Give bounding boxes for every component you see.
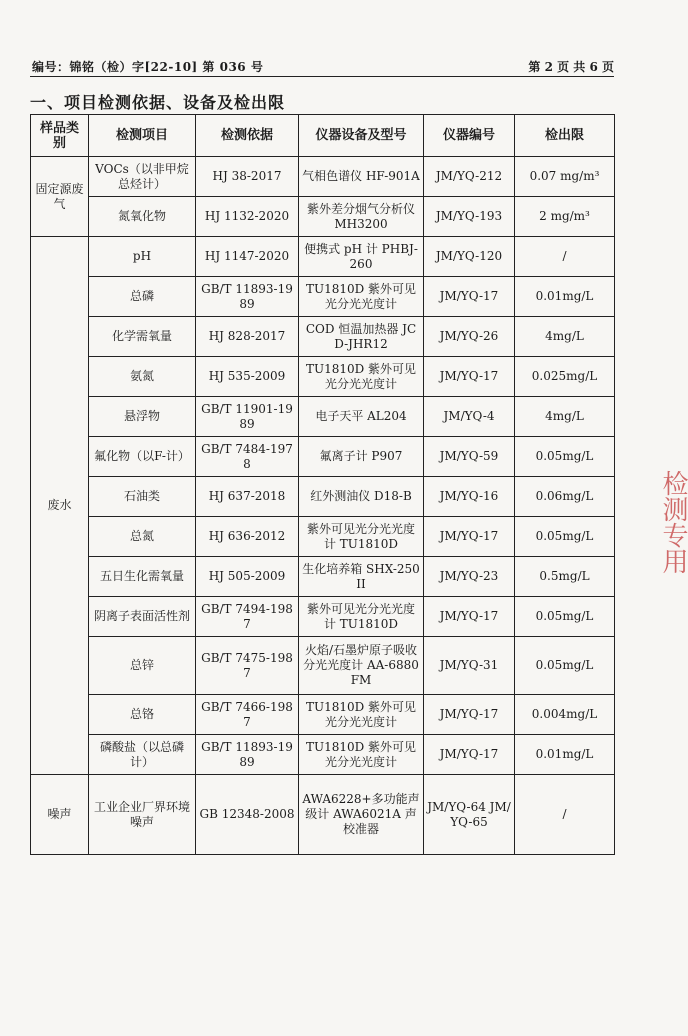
cell-basis: GB/T 11901-1989 [196, 397, 299, 437]
cell-item: 总磷 [89, 277, 196, 317]
cell-basis: GB 12348-2008 [196, 775, 299, 855]
cell-limit: 2 mg/m³ [515, 197, 615, 237]
cell-limit: 0.025mg/L [515, 357, 615, 397]
category-exhaust: 固定源废气 [31, 157, 89, 237]
cell-basis: HJ 1147-2020 [196, 237, 299, 277]
cell-limit: / [515, 237, 615, 277]
table-row [31, 357, 615, 397]
table-row [31, 637, 615, 695]
cell-limit: 0.01mg/L [515, 277, 615, 317]
cell-item: 总铬 [89, 695, 196, 735]
header-divider [30, 76, 614, 77]
cell-code: JM/YQ-17 [424, 517, 515, 557]
detection-table [30, 114, 615, 855]
cell-basis: GB/T 11893-1989 [196, 277, 299, 317]
table-row [31, 695, 615, 735]
cell-limit: 0.004mg/L [515, 695, 615, 735]
table-row [31, 735, 615, 775]
cell-limit: 0.05mg/L [515, 437, 615, 477]
category-noise: 噪声 [31, 775, 89, 855]
table-row [31, 277, 615, 317]
cell-limit: 4mg/L [515, 397, 615, 437]
cell-instrument: 便携式 pH 计 PHBJ-260 [299, 237, 424, 277]
cell-item: VOCs（以非甲烷总烃计） [89, 157, 196, 197]
cell-instrument: AWA6228+多功能声级计 AWA6021A 声校准器 [299, 775, 424, 855]
cell-code: JM/YQ-212 [424, 157, 515, 197]
cell-item: 悬浮物 [89, 397, 196, 437]
cell-item: 化学需氧量 [89, 317, 196, 357]
header-instrument: 仪器设备及型号 [299, 115, 424, 157]
seal-mark: 检测专用 [658, 470, 688, 574]
cell-item: 磷酸盐（以总磷计） [89, 735, 196, 775]
cell-instrument: 紫外可见光分光光度计 TU1810D [299, 517, 424, 557]
header-category: 样品类别 [31, 115, 89, 157]
cell-code: JM/YQ-17 [424, 735, 515, 775]
cell-instrument: 生化培养箱 SHX-250II [299, 557, 424, 597]
category-wastewater: 废水 [31, 237, 89, 775]
table-row [31, 197, 615, 237]
cell-basis: HJ 505-2009 [196, 557, 299, 597]
cell-item: 工业企业厂界环境噪声 [89, 775, 196, 855]
cell-instrument: TU1810D 紫外可见光分光光度计 [299, 695, 424, 735]
cell-code: JM/YQ-23 [424, 557, 515, 597]
table-row [31, 317, 615, 357]
cell-basis: HJ 1132-2020 [196, 197, 299, 237]
header-limit: 检出限 [515, 115, 615, 157]
cell-limit: 0.5mg/L [515, 557, 615, 597]
cell-code: JM/YQ-120 [424, 237, 515, 277]
table-row [31, 775, 615, 855]
cell-instrument: 氟离子计 P907 [299, 437, 424, 477]
page-number: 第 2 页 共 6 页 [528, 60, 614, 74]
table-row [31, 157, 615, 197]
cell-basis: GB/T 7475-1987 [196, 637, 299, 695]
cell-item: 总锌 [89, 637, 196, 695]
cell-basis: GB/T 11893-1989 [196, 735, 299, 775]
section-title: 一、项目检测依据、设备及检出限 [30, 93, 286, 112]
header-item: 检测项目 [89, 115, 196, 157]
table-row [31, 517, 615, 557]
table-row [31, 477, 615, 517]
cell-code: JM/YQ-31 [424, 637, 515, 695]
cell-code: JM/YQ-17 [424, 695, 515, 735]
cell-code: JM/YQ-26 [424, 317, 515, 357]
table-row [31, 437, 615, 477]
table-row [31, 557, 615, 597]
table-row [31, 597, 615, 637]
cell-limit: 0.07 mg/m³ [515, 157, 615, 197]
cell-basis: HJ 38-2017 [196, 157, 299, 197]
cell-item: pH [89, 237, 196, 277]
cell-basis: GB/T 7484-1978 [196, 437, 299, 477]
table-header-row [31, 115, 615, 157]
cell-code: JM/YQ-16 [424, 477, 515, 517]
cell-item: 氟化物（以F-计） [89, 437, 196, 477]
cell-code: JM/YQ-4 [424, 397, 515, 437]
cell-limit: / [515, 775, 615, 855]
cell-limit: 0.01mg/L [515, 735, 615, 775]
cell-limit: 0.05mg/L [515, 517, 615, 557]
cell-instrument: 气相色谱仪 HF-901A [299, 157, 424, 197]
cell-instrument: 紫外可见光分光光度计 TU1810D [299, 597, 424, 637]
cell-basis: HJ 637-2018 [196, 477, 299, 517]
cell-code: JM/YQ-17 [424, 597, 515, 637]
header-basis: 检测依据 [196, 115, 299, 157]
cell-code: JM/YQ-64 JM/YQ-65 [424, 775, 515, 855]
cell-limit: 0.05mg/L [515, 597, 615, 637]
cell-basis: HJ 636-2012 [196, 517, 299, 557]
cell-basis: GB/T 7466-1987 [196, 695, 299, 735]
cell-code: JM/YQ-17 [424, 277, 515, 317]
cell-limit: 0.06mg/L [515, 477, 615, 517]
table-row [31, 397, 615, 437]
cell-item: 五日生化需氧量 [89, 557, 196, 597]
cell-basis: HJ 828-2017 [196, 317, 299, 357]
cell-instrument: 紫外差分烟气分析仪 MH3200 [299, 197, 424, 237]
cell-code: JM/YQ-193 [424, 197, 515, 237]
cell-instrument: TU1810D 紫外可见光分光光度计 [299, 277, 424, 317]
cell-basis: HJ 535-2009 [196, 357, 299, 397]
cell-code: JM/YQ-59 [424, 437, 515, 477]
header-code: 仪器编号 [424, 115, 515, 157]
cell-limit: 4mg/L [515, 317, 615, 357]
cell-instrument: TU1810D 紫外可见光分光光度计 [299, 735, 424, 775]
cell-item: 总氮 [89, 517, 196, 557]
table-row [31, 237, 615, 277]
cell-code: JM/YQ-17 [424, 357, 515, 397]
cell-instrument: TU1810D 紫外可见光分光光度计 [299, 357, 424, 397]
cell-instrument: 火焰/石墨炉原子吸收分光光度计 AA-6880FM [299, 637, 424, 695]
cell-limit: 0.05mg/L [515, 637, 615, 695]
cell-basis: GB/T 7494-1987 [196, 597, 299, 637]
cell-item: 氨氮 [89, 357, 196, 397]
cell-instrument: 红外测油仪 D18-B [299, 477, 424, 517]
cell-item: 氮氧化物 [89, 197, 196, 237]
report-code: 编号：锦铭（检）字[22-10] 第 036 号 [32, 60, 264, 74]
cell-item: 阴离子表面活性剂 [89, 597, 196, 637]
cell-instrument: 电子天平 AL204 [299, 397, 424, 437]
cell-instrument: COD 恒温加热器 JCD-JHR12 [299, 317, 424, 357]
cell-item: 石油类 [89, 477, 196, 517]
